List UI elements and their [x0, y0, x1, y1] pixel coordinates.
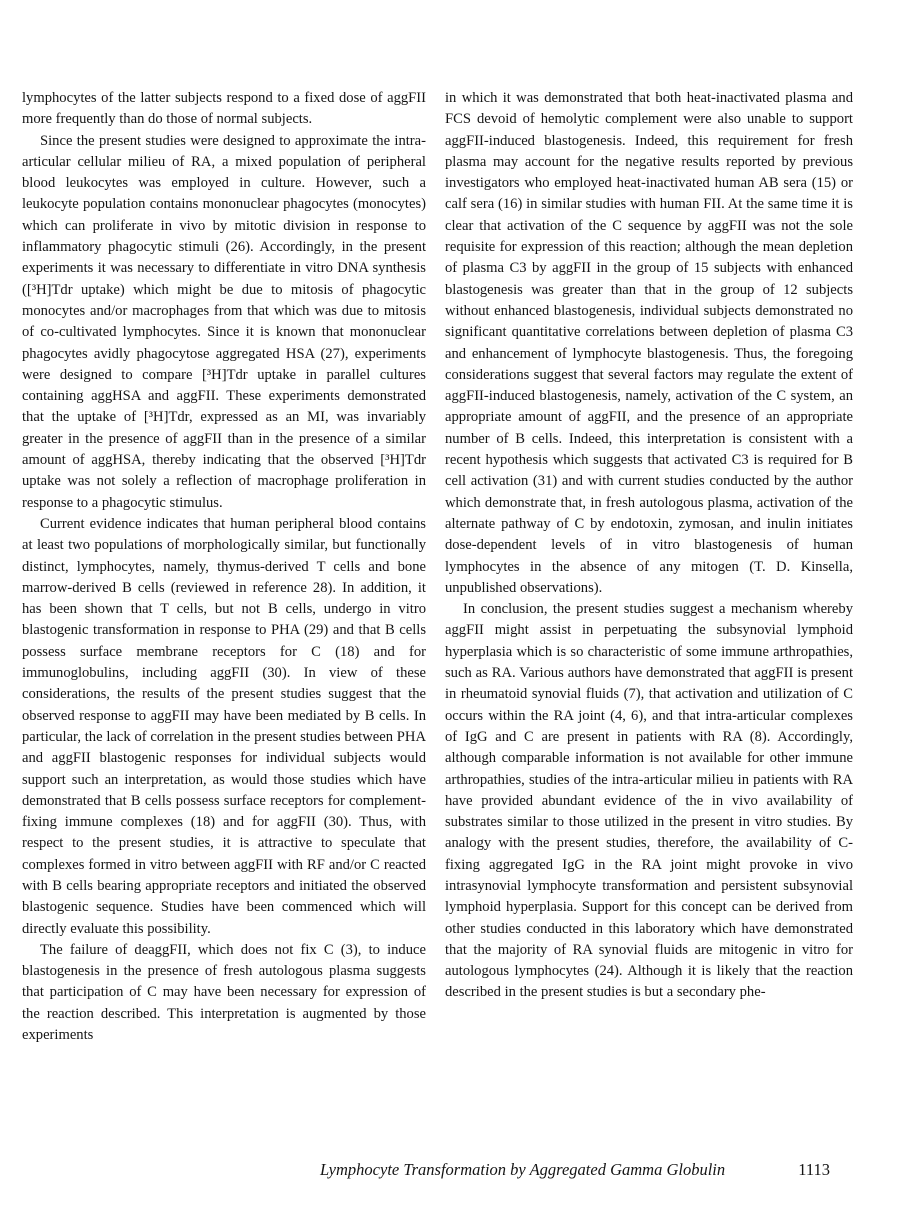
running-title: Lymphocyte Transformation by Aggregated Gamma Globulin: [320, 1160, 726, 1179]
page-number: 1113: [798, 1160, 830, 1179]
paragraph: in which it was demonstrated that both heat-inactivated plasma and FCS devoid of hemolytic complement were also unable to support aggFII-induced blastogenesis. Indeed, this requirement for fresh plasma may account for the negative results reported by previous investigators who employed heat-inactivated human AB sera (15) or calf sera (16) in similar studies with human FII. At the same time it is clear that activation of the C sequence by aggFII was not the sole requisite for expression of this reaction; although the mean depletion of plasma C3 by aggFII in the group of 15 subjects with enhanced blastogenesis was greater than that in the group of 12 subjects without enhanced blastogenesis, individual subjects demonstrated no significant quantitative correlations between depletion of plasma C3 and enhancement of lymphocyte blastogenesis. Thus, the foregoing considerations suggest that several factors may regulate the extent of aggFII-induced blastogenesis, namely, activation of the C system, an appropriate amount of aggFII, and the presence of an appropriate number of B cells. Indeed, this interpretation is consistent with a recent hypothesis which suggests that activated C3 is required for B cell activation (31) and with current studies conducted by the author which demonstrate that, in fresh autologous plasma, activation of the alternate pathway of C by endotoxin, zymosan, and inulin initiates dose-dependent levels of in vitro blastogenesis of human lymphocytes in the absence of any mitogen (T. D. Kinsella, unpublished observations).: [445, 90, 853, 596]
paragraph: In conclusion, the present studies suggest a mechanism whereby aggFII might assist in perpetuating the subsynovial lymphoid hyperplasia which is so characteristic of some immune arthropathies, such as RA. Various authors have demonstrated that aggFII is present in rheumatoid synovial fluids (7), that activation and utilization of C occurs within the RA joint (4, 6), and that intra-articular complexes of IgG and C are present in patients with RA (8). Accordingly, although comparable information is not available for other immune arthropathies, studies of the intra-articular milieu in patients with RA have provided abundant evidence of the in vivo availability of substrates similar to those utilized in the present in vitro studies. By analogy with the present studies, therefore, the availability of C-fixing aggregated IgG in the RA joint might provoke in vivo intrasynovial lymphocyte transformation and persistent subsynovial lymphoid hyperplasia. Support for this concept can be derived from other studies conducted in this laboratory which have demonstrated that the majority of RA synovial fluids are mitogenic in vitro for autologous lymphocytes (24). Although it is likely that the reaction described in the present studies is but a secondary phe-: [445, 601, 853, 1001]
paragraph: lymphocytes of the latter subjects respond to a fixed dose of aggFII more frequently than do those of normal subjects.: [22, 90, 426, 128]
paragraph: Current evidence indicates that human peripheral blood contains at least two populations of morphologically similar, but functionally distinct, lymphocytes, namely, thymus-derived T cells and bone marrow-derived B cells (reviewed in reference 28). In addition, it has been shown that T cells, but not B cells, undergo in vitro blastogenic transformation in response to PHA (29) and that B cells possess surface membrane receptors for C (18) and for immunoglobulins, including aggFII (30). In view of these considerations, the results of the present studies suggest that the observed response to aggFII may have been mediated by B cells. In particular, the lack of correlation in the present studies between PHA and aggFII blastogenic responses for individual subjects would support such an interpretation, as would those studies which have demonstrated that B cells possess surface receptors for complement-fixing immune complexes (18) and for aggFII (30). Thus, with respect to the present studies, it is attractive to speculate that complexes formed in vitro between aggFII with RF and/or C reacted with B cells bearing appropriate receptors and initiated the observed blastogenic sequence. Studies have been commenced which will directly evaluate this possibility.: [22, 515, 426, 937]
left-column: [22, 88, 426, 1046]
paragraph: The failure of deaggFII, which does not fix C (3), to induce blastogenesis in the presence of fresh autologous plasma suggests that participation of C may have been necessary for expression of the reaction described. This interpretation is augmented by those experiments: [22, 941, 426, 1044]
paragraph: Since the present studies were designed to approximate the intra-articular cellular milieu of RA, a mixed population of peripheral blood leukocytes was employed in culture. However, such a leukocyte population contains mononuclear phagocytes (monocytes) which can proliferate in vivo by mitotic division in response to inflammatory phagocytic stimuli (26). Accordingly, in the present experiments it was necessary to differentiate in vitro DNA synthesis ([³H]Tdr uptake) which might be due to mitosis of phagocytic monocytes and/or macrophages from that which was due to mitosis of co-cultivated lymphocytes. Since it is known that mononuclear phagocytes avidly phagocytose aggregated HSA (27), experiments were designed to compare [³H]Tdr uptake in parallel cultures containing aggHSA and aggFII. These experiments demonstrated that the uptake of [³H]Tdr, expressed as an MI, was invariably greater in the presence of aggFII than in the presence of a similar amount of aggHSA, thereby indicating that the observed [³H]Tdr uptake was not solely a reflection of macrophage proliferation in response to a phagocytic stimulus.: [22, 132, 426, 511]
page-footer: [320, 1160, 830, 1180]
right-column: [445, 88, 853, 1004]
